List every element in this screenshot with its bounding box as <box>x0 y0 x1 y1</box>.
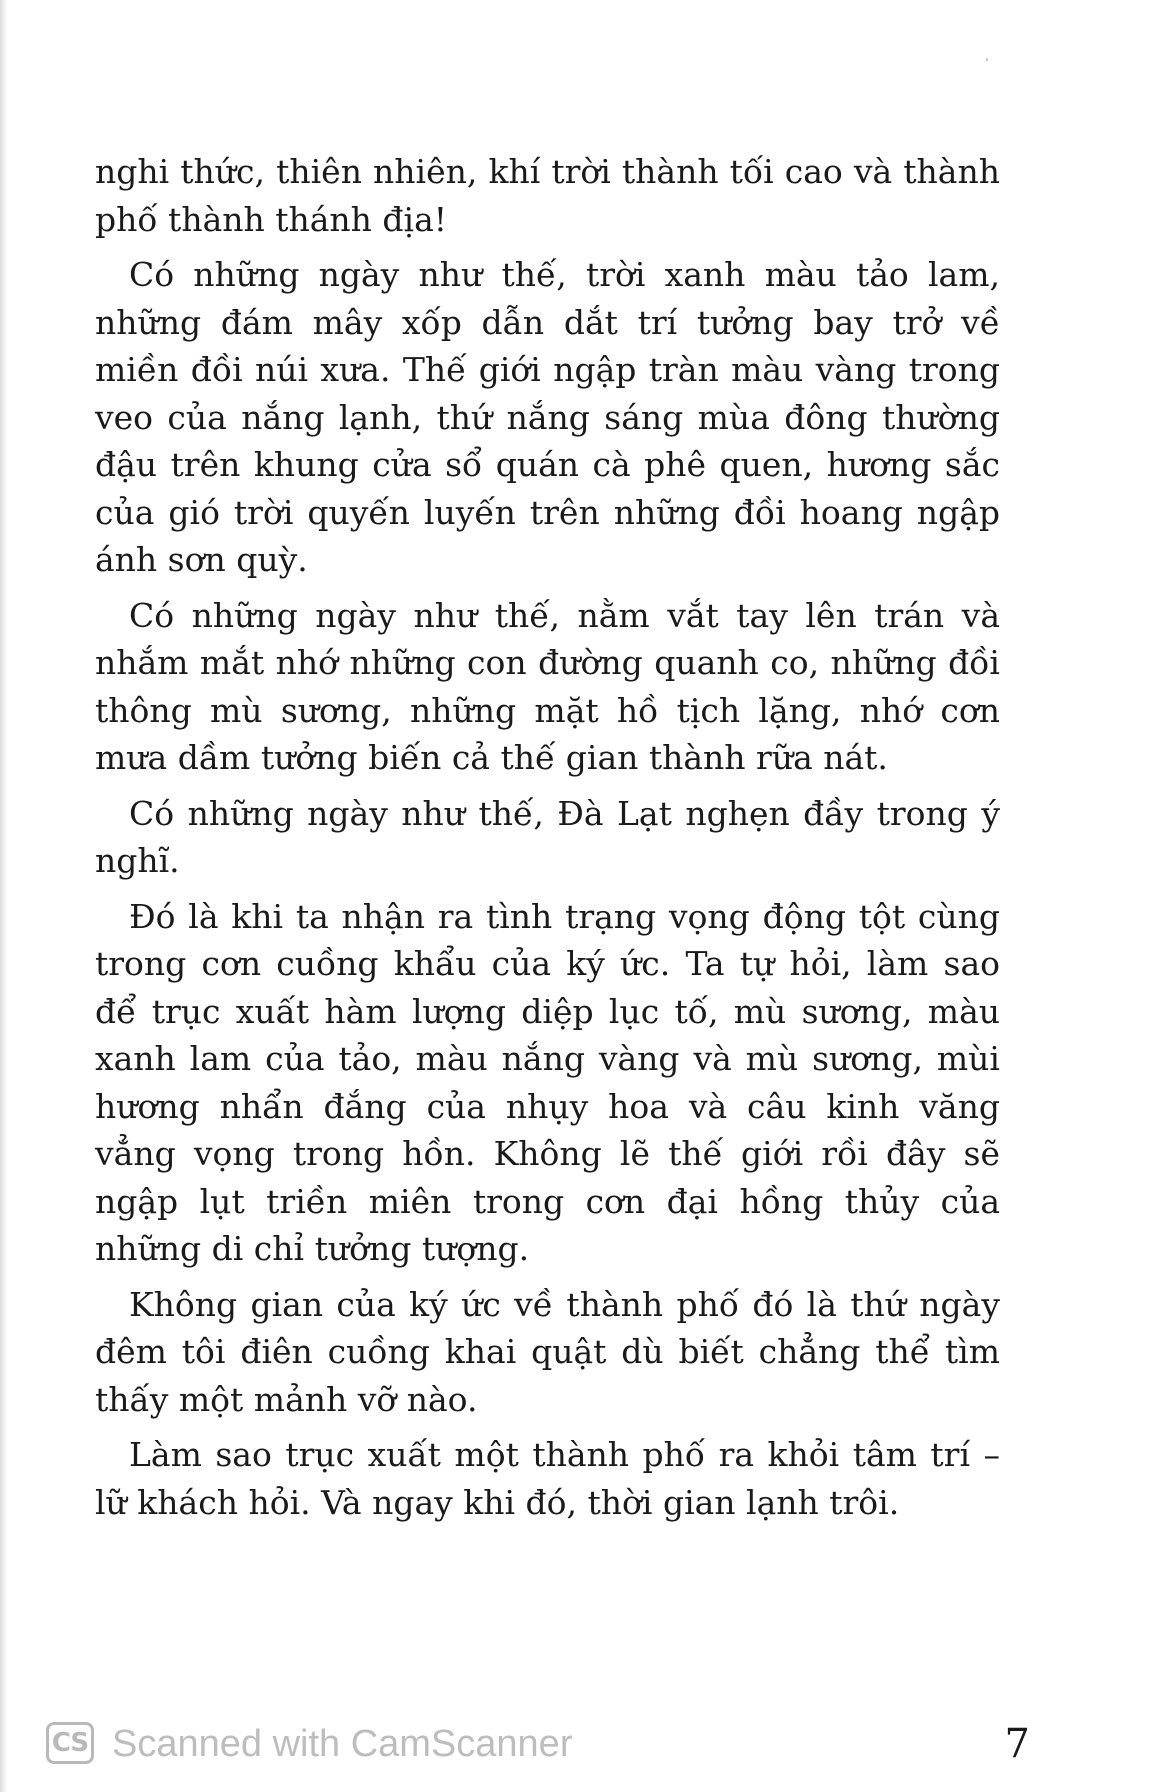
scan-speck <box>986 58 988 61</box>
paragraph: Làm sao trục xuất một thành phố ra khỏi tâm trí – lữ khách hỏi. Và ngay khi đó, thời gian lạnh trôi. <box>95 1435 1000 1522</box>
body-text <box>95 148 1000 1534</box>
camscanner-watermark: Scanned with CamScanner <box>112 1723 573 1765</box>
page-footer <box>46 1718 1106 1774</box>
page-binding-edge <box>0 0 8 1792</box>
paragraph: Có những ngày như thế, nằm vắt tay lên trán và nhắm mắt nhớ những con đường quanh co, những đồi thông mù sương, những mặt hồ tịch lặng, nhớ cơn mưa dầm tưởng biến cả thế gian thành rữa nát. <box>95 595 1000 777</box>
paragraph: Có những ngày như thế, Đà Lạt nghẹn đầy trong ý nghĩ. <box>95 793 1000 880</box>
paragraph: Có những ngày như thế, trời xanh màu tảo lam, những đám mây xốp dẫn dắt trí tưởng bay trở về miền đồi núi xưa. Thế giới ngập tràn màu vàng trong veo của nắng lạnh, thứ nắng sáng mùa đông thường đậu trên khung cửa sổ quán cà phê quen, hương sắc của gió trời quyến luyến trên những đồi hoang ngập ánh sơn quỳ. <box>95 255 1000 579</box>
paragraph-continuation: nghi thức, thiên nhiên, khí trời thành tối cao và thành phố thành thánh địa! <box>95 152 1000 239</box>
paragraph: Đó là khi ta nhận ra tình trạng vọng động tột cùng trong cơn cuồng khẩu của ký ức. Ta tự hỏi, làm sao để trục xuất hàm lượng diệp lục tố, mù sương, màu xanh lam của tảo, màu nắng vàng và mù sương, mùi hương nhẩn đắng của nhụy hoa và câu kinh văng vẳng vọng trong hồn. Không lẽ thế giới rồi đây sẽ ngập lụt triền miên trong cơn đại hồng thủy của những di chỉ tưởng tượng. <box>95 896 1000 1268</box>
camscanner-logo-icon: CS <box>46 1722 94 1764</box>
page-number: 7 <box>1004 1721 1030 1767</box>
paragraph: Không gian của ký ức về thành phố đó là thứ ngày đêm tôi điên cuồng khai quật dù biết chẳng thể tìm thấy một mảnh vỡ nào. <box>95 1284 1000 1419</box>
